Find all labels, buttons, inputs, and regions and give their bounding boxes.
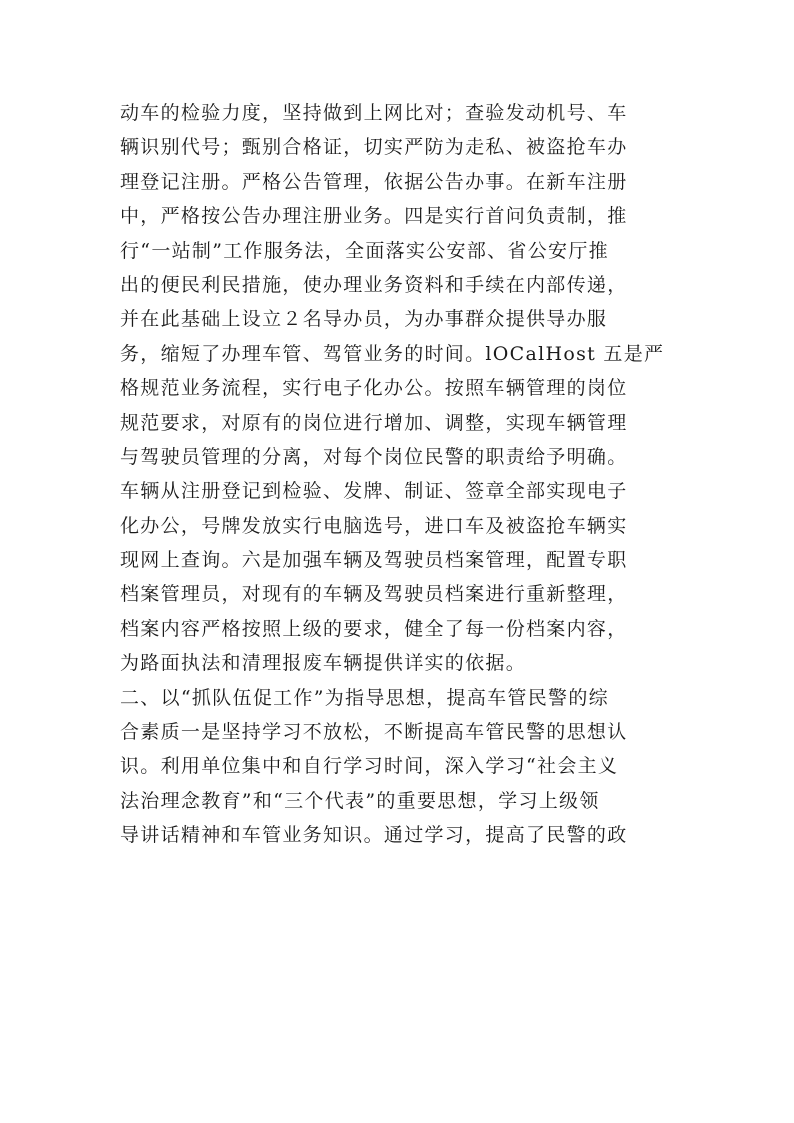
- text-line: 合素质一是坚持学习不放松，不断提高车管民警的思想认: [120, 721, 628, 744]
- text-line: 识。利用单位集中和自行学习时间，深入学习“社会主义: [120, 755, 619, 778]
- text-line: 动车的检验力度，坚持做到上网比对；查验发动机号、车: [120, 102, 628, 124]
- body-text: [120, 96, 675, 853]
- text-line: 理登记注册。严格公告管理，依据公告办事。在新车注册: [120, 170, 628, 193]
- text-line: 辆识别代号；甄别合格证，切实严防为走私、被盗抢车办: [120, 136, 628, 159]
- text-line: 化办公，号牌发放实行电脑选号，进口车及被盗抢车辆实: [120, 514, 628, 537]
- text-line: 规范要求，对原有的岗位进行增加、调整，实现车辆管理: [120, 411, 628, 434]
- text-line: 法治理念教育”和“三个代表”的重要思想，学习上级领: [120, 789, 600, 812]
- text-line: 为路面执法和清理报废车辆提供详实的依据。: [120, 652, 527, 675]
- text-line: 现网上查询。六是加强车辆及驾驶员档案管理，配置专职: [120, 549, 628, 572]
- text-line: 出的便民利民措施，使办理业务资料和手续在内部传递，: [120, 273, 628, 296]
- text-line: 行“一站制”工作服务法，全面落实公安部、省公安厅推: [120, 239, 609, 262]
- text-line: 中，严格按公告办理注册业务。四是实行首问负责制，推: [120, 205, 628, 228]
- text-line: 与驾驶员管理的分离，对每个岗位民警的职责给予明确。: [120, 445, 628, 468]
- section-heading-line: 二、以“抓队伍促工作”为指导思想，提高车管民警的综: [120, 686, 609, 709]
- text-line: 档案内容严格按照上级的要求，健全了每一份档案内容，: [120, 617, 628, 640]
- text-line: 导讲话精神和车管业务知识。通过学习，提高了民警的政: [120, 824, 628, 847]
- text-line: 并在此基础上设立２名导办员，为办事群众提供导办服: [120, 308, 608, 331]
- text-line: 务，缩短了办理车管、驾管业务的时间。lOCalHost 五是严: [120, 342, 665, 365]
- text-line: 车辆从注册登记到检验、发牌、制证、签章全部实现电子: [120, 480, 628, 503]
- text-line: 档案管理员，对现有的车辆及驾驶员档案进行重新整理，: [120, 583, 628, 606]
- text-line: 格规范业务流程，实行电子化办公。按照车辆管理的岗位: [120, 377, 628, 400]
